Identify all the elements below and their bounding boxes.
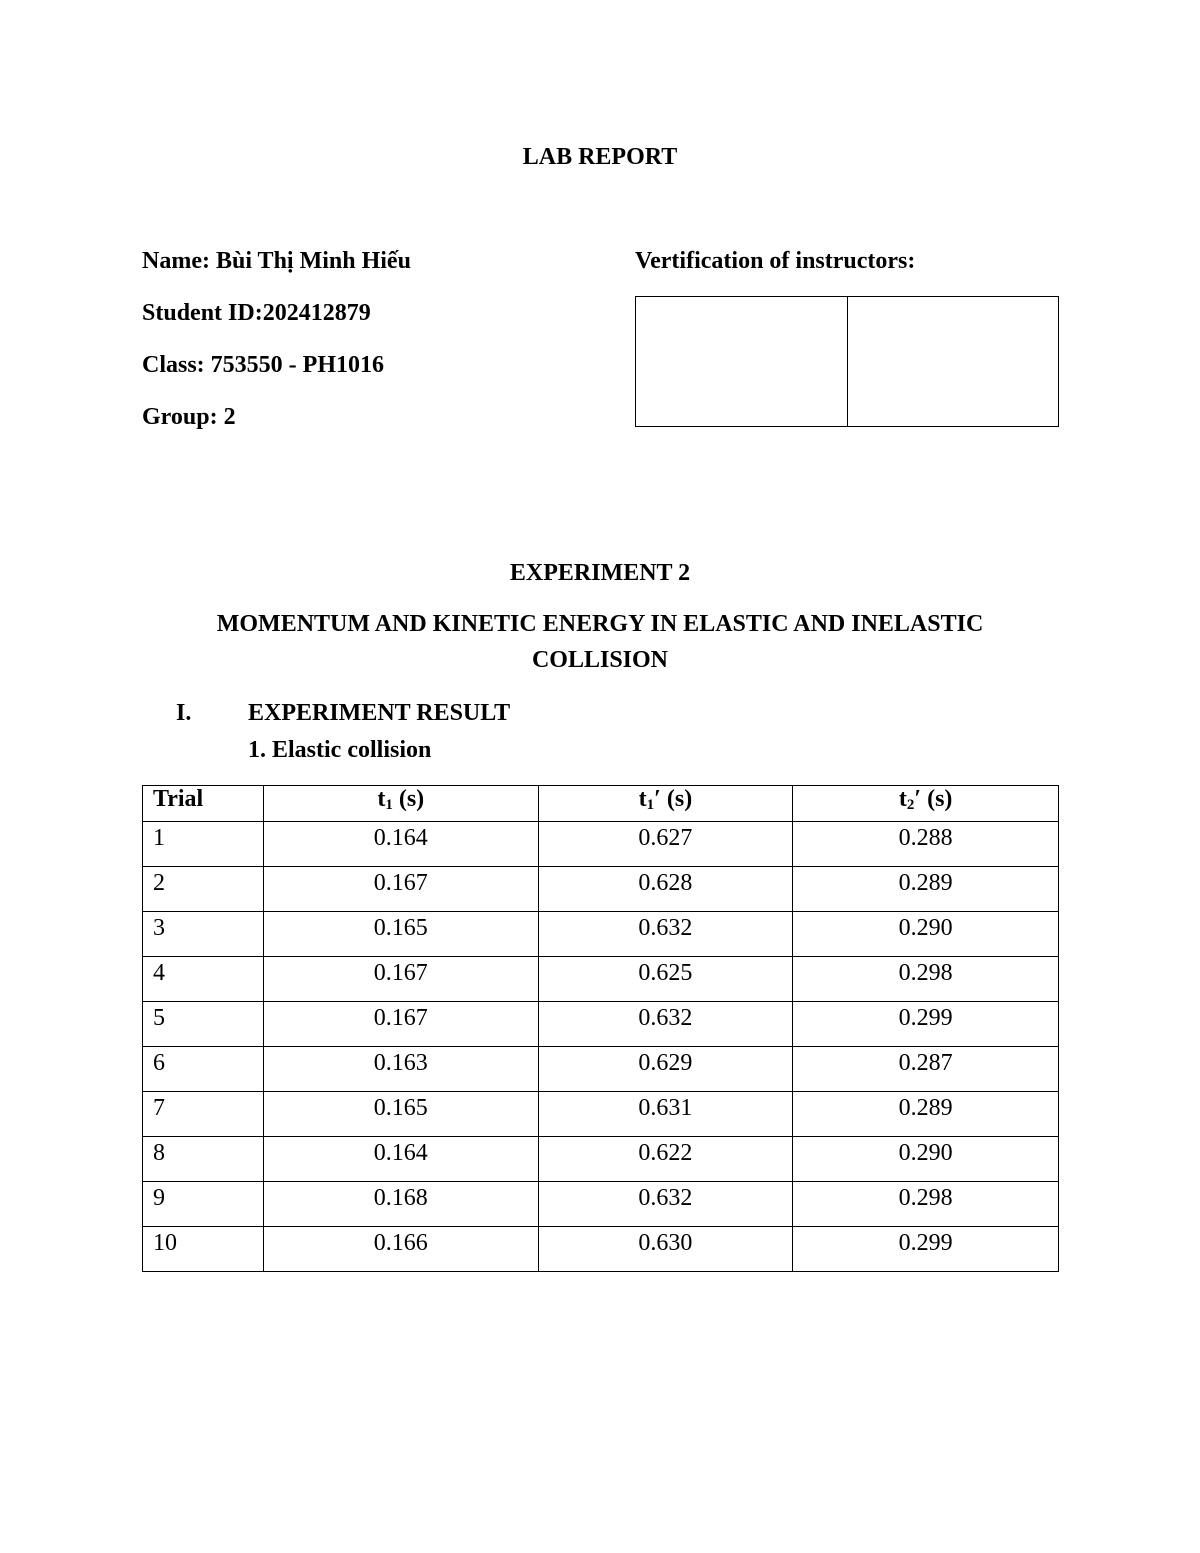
cell-t1: 0.167 [263,867,538,912]
student-group: Group: 2 [142,404,236,430]
table-row [143,1137,1059,1182]
cell-t1-prime: 0.628 [538,867,793,912]
cell-t2-prime: 0.290 [793,1137,1059,1182]
header-trial: Trial [143,786,264,822]
cell-t2-prime: 0.287 [793,1047,1059,1092]
header-t1-prime [538,786,793,822]
student-id: Student ID:202412879 [142,300,371,326]
cell-trial: 7 [143,1092,264,1137]
cell-trial: 8 [143,1137,264,1182]
cell-t1: 0.165 [263,1092,538,1137]
section-title: EXPERIMENT RESULT [248,700,511,726]
verification-box [635,296,1059,427]
header-t1-unit: (s) [392,786,425,812]
header-t1p-base: t [638,786,647,812]
student-name: Name: Bùi Thị Minh Hiếu [142,248,411,274]
table-row [143,1227,1059,1272]
cell-t2-prime: 0.289 [793,867,1059,912]
cell-t1-prime: 0.622 [538,1137,793,1182]
cell-t1: 0.167 [263,1002,538,1047]
table-row [143,1047,1059,1092]
header-t1-sub: 1 [385,797,393,813]
cell-t2-prime: 0.288 [793,822,1059,867]
header-t2p-sub: 2 [906,797,915,813]
cell-trial: 5 [143,1002,264,1047]
verification-label: Vertification of instructors: [635,248,916,274]
cell-t1: 0.163 [263,1047,538,1092]
cell-t1: 0.164 [263,1137,538,1182]
verification-cell-right [847,297,1059,426]
cell-t1-prime: 0.632 [538,912,793,957]
table-header-row [143,786,1059,822]
report-title: LAB REPORT [522,144,678,170]
cell-trial: 4 [143,957,264,1002]
subsection-title: 1. Elastic collision [248,737,432,763]
header-t1p-sub: 1 [646,797,655,813]
cell-t1-prime: 0.632 [538,1182,793,1227]
experiment-title-line2: COLLISION [531,647,669,673]
cell-t1-prime: 0.629 [538,1047,793,1092]
cell-t1: 0.164 [263,822,538,867]
student-class: Class: 753550 - PH1016 [142,352,384,378]
cell-trial: 2 [143,867,264,912]
cell-t1: 0.168 [263,1182,538,1227]
cell-t1: 0.166 [263,1227,538,1272]
table-row [143,1182,1059,1227]
results-table [142,785,1059,1272]
cell-t2-prime: 0.290 [793,912,1059,957]
table-row [143,822,1059,867]
table-row [143,867,1059,912]
header-t1-base: t [377,786,386,812]
cell-t1-prime: 0.627 [538,822,793,867]
cell-t2-prime: 0.299 [793,1002,1059,1047]
experiment-title-line1: MOMENTUM AND KINETIC ENERGY IN ELASTIC AND INELASTIC [216,611,984,637]
cell-trial: 3 [143,912,264,957]
cell-t2-prime: 0.298 [793,957,1059,1002]
section-numeral: I. [176,700,192,726]
header-t1p-unit: ′ (s) [654,786,693,812]
cell-t2-prime: 0.299 [793,1227,1059,1272]
table-row [143,912,1059,957]
cell-trial: 1 [143,822,264,867]
cell-t1-prime: 0.632 [538,1002,793,1047]
table-row [143,1002,1059,1047]
cell-trial: 9 [143,1182,264,1227]
cell-t1-prime: 0.625 [538,957,793,1002]
header-t2p-unit: ′ (s) [914,786,953,812]
cell-t1: 0.167 [263,957,538,1002]
cell-t2-prime: 0.298 [793,1182,1059,1227]
verification-cell-left [636,297,847,426]
cell-trial: 10 [143,1227,264,1272]
cell-t1: 0.165 [263,912,538,957]
header-t2p-base: t [898,786,907,812]
cell-t1-prime: 0.631 [538,1092,793,1137]
header-t1 [263,786,538,822]
experiment-number: EXPERIMENT 2 [509,560,691,586]
header-t2-prime [793,786,1059,822]
cell-t2-prime: 0.289 [793,1092,1059,1137]
table-row [143,957,1059,1002]
cell-t1-prime: 0.630 [538,1227,793,1272]
cell-trial: 6 [143,1047,264,1092]
table-row [143,1092,1059,1137]
